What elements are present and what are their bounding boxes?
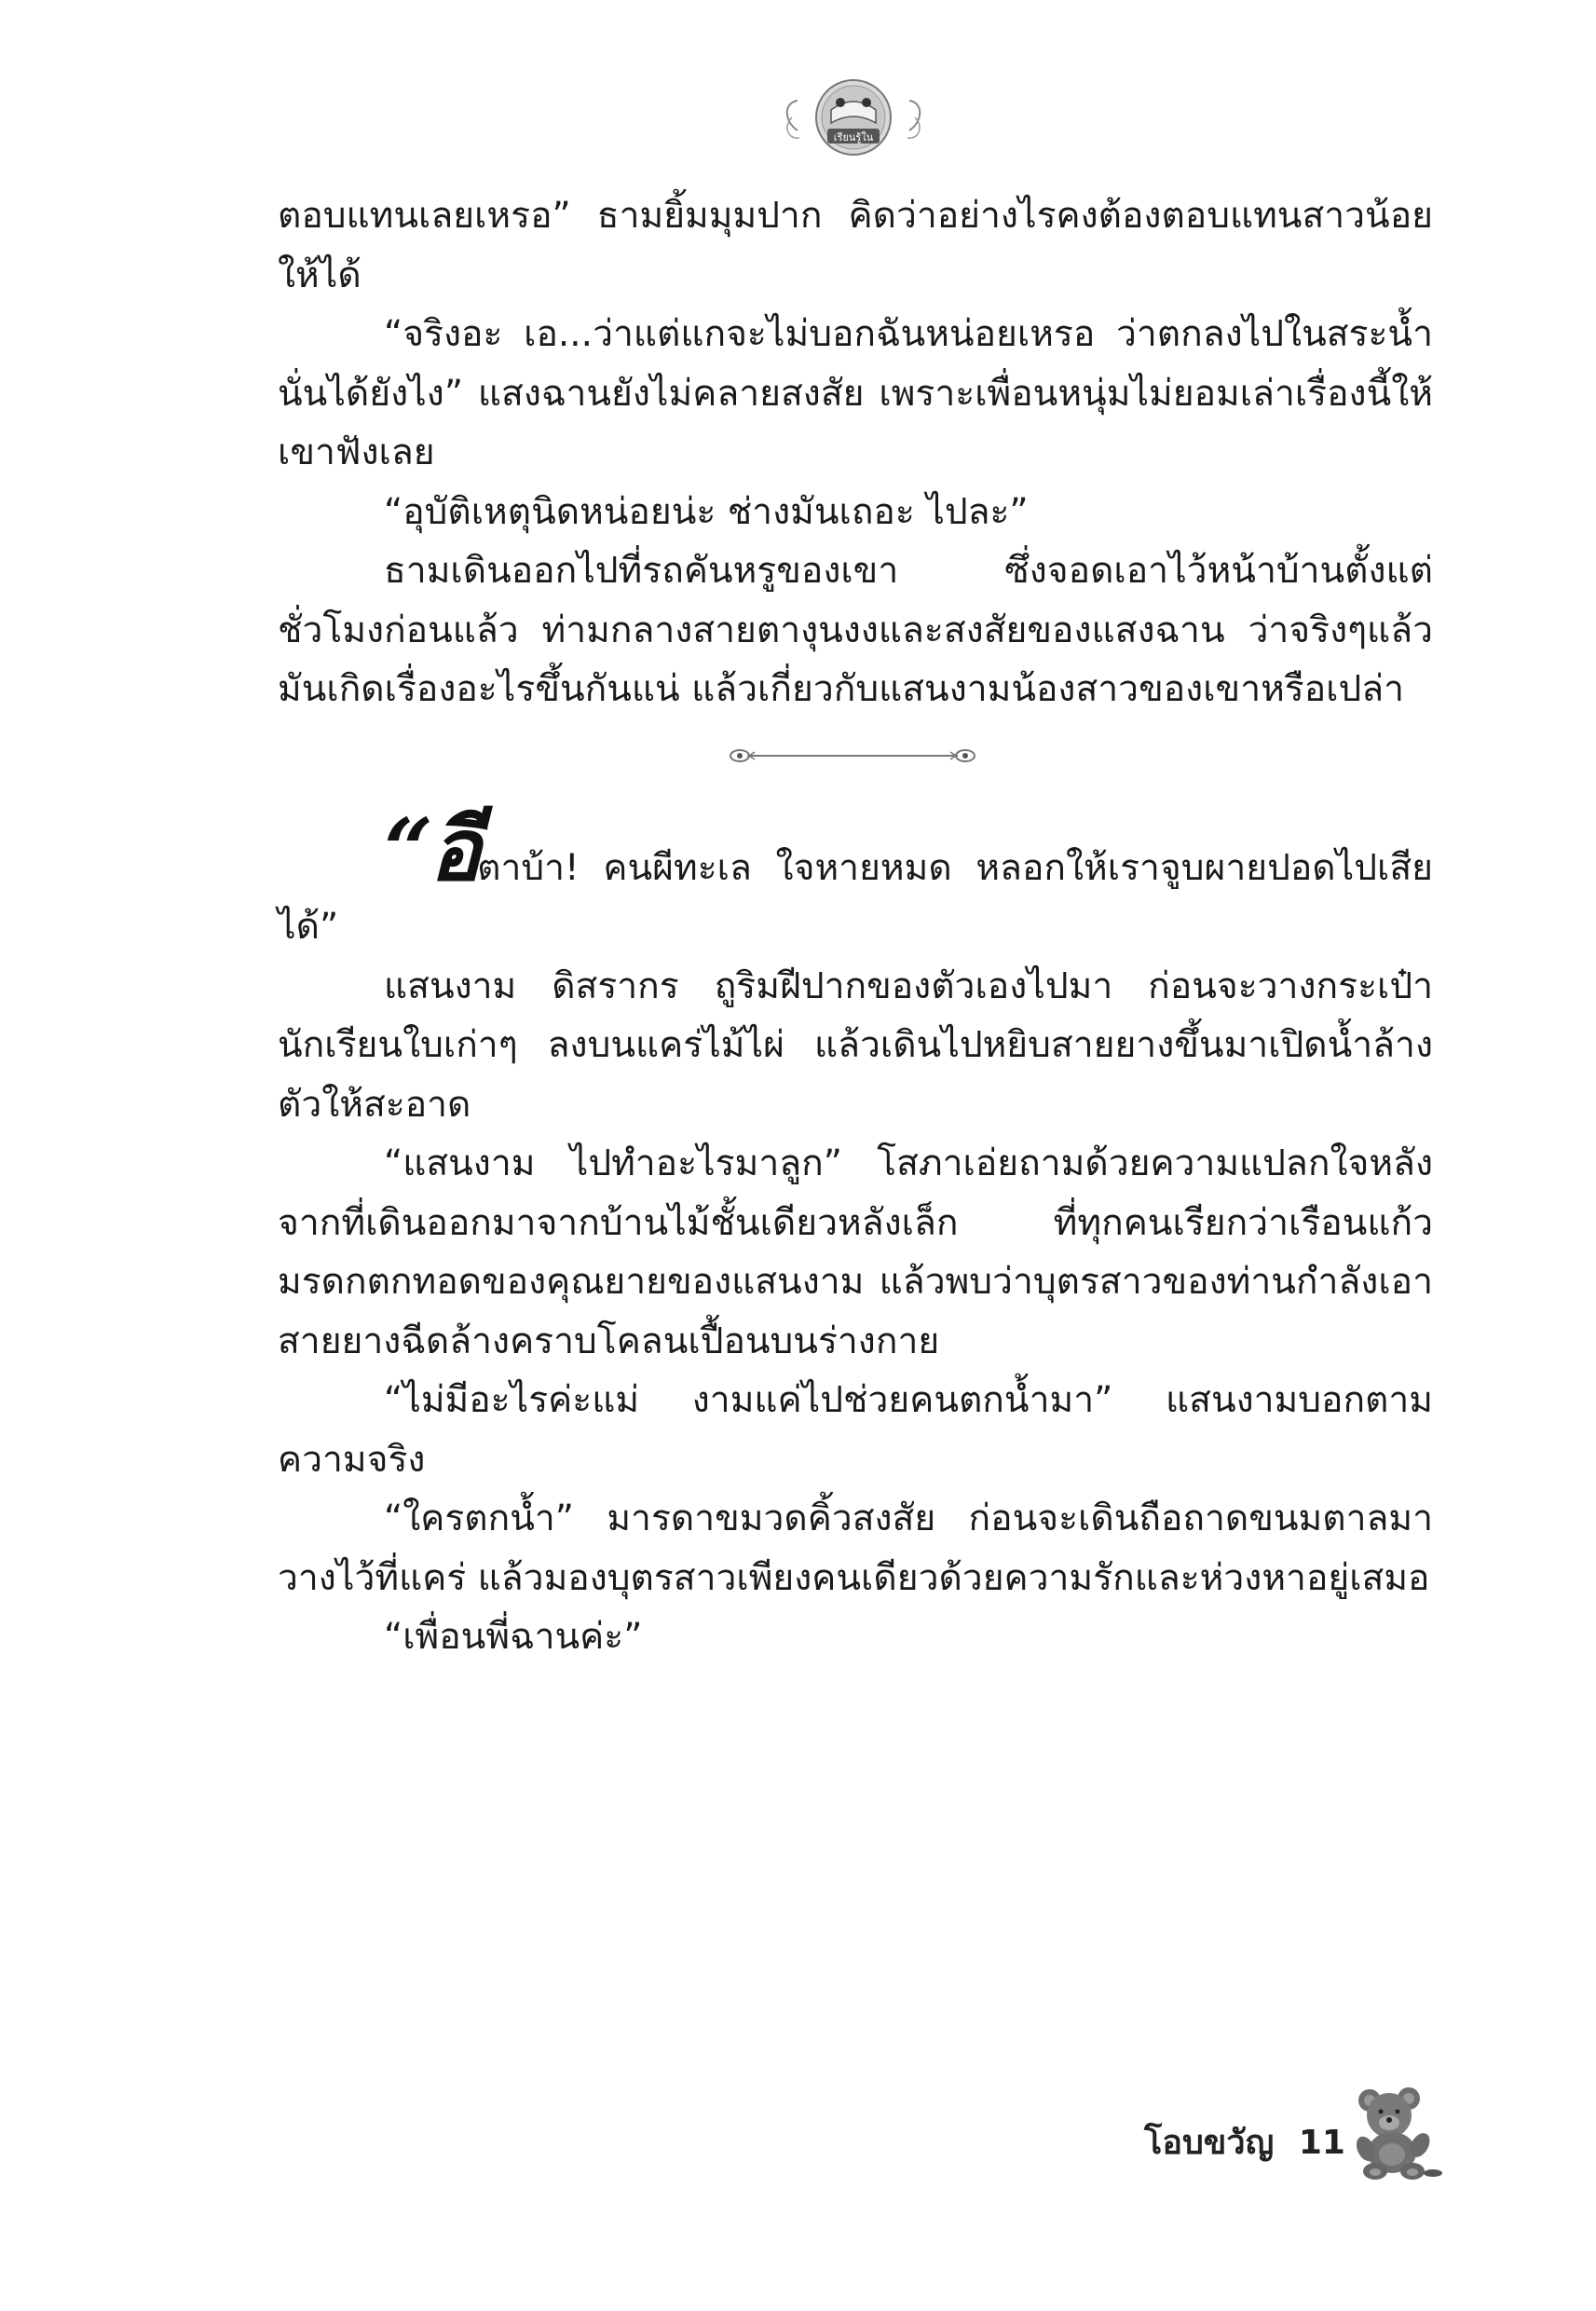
page-number: 11	[1298, 2124, 1345, 2162]
reading-book-emblem-icon	[779, 65, 928, 177]
page-footer	[1144, 2115, 1345, 2168]
opening-text: ตาบ้า! คนผีทะเล ใจหายหมด หลอกให้เราจูบผายปอดไปเสียได้”	[278, 846, 1433, 948]
paragraph: “อุบัติเหตุนิดหน่อยน่ะ ช่างมันเถอะ ไปละ”	[384, 490, 1029, 533]
paragraph: “ใครตกน้ำ” มารดาขมวดคิ้วสงสัย ก่อนจะเดินถือถาดขนมตาลมาวางไว้ที่แคร่ แล้วมองบุตรสาวเพียงคนเดียวด้วยความรักและห่วงหาอยู่เสมอ	[278, 1497, 1433, 1599]
ornament-divider-icon	[727, 742, 978, 770]
paragraph: ตอบแทนเลยเหรอ” ธามยิ้มมุมปาก คิดว่าอย่างไรคงต้องตอบแทนสาวน้อยให้ได้	[278, 195, 1433, 296]
paragraph: ธามเดินออกไปที่รถคันหรูของเขา ซึ่งจอดเอาไว้หน้าบ้านตั้งแต่ชั่วโมงก่อนแล้ว ท่ามกลางสายตางุนงงและสงสัยของแสงฉาน ว่าจริงๆแล้วมันเกิดเรื่องอะไรขึ้นกันแน่ แล้วเกี่ยวกับแสนงามน้องสาวของเขาหรือเปล่า	[278, 550, 1433, 710]
section-divider	[278, 719, 1433, 822]
paragraph: “จริงอะ เอ...ว่าแต่แกจะไม่บอกฉันหน่อยเหรอ ว่าตกลงไปในสระน้ำนั่นได้ยังไง” แสงฉานยังไม่คลายสงสัย เพราะเพื่อนหนุ่มไม่ยอมเล่าเรื่องนี้ให้เขาฟังเลย	[278, 313, 1433, 473]
page-body	[278, 186, 1433, 1667]
paragraph: “ไม่มีอะไรค่ะแม่ งามแค่ไปช่วยคนตกน้ำมา” แสนงามบอกตามความจริง	[278, 1379, 1433, 1481]
logo-text: เรียนรู้ใน	[833, 131, 874, 144]
book-title: โอบขวัญ	[1144, 2124, 1275, 2162]
paragraph: “เพื่อนพี่ฉานค่ะ”	[384, 1616, 643, 1658]
teddy-bear-icon	[1342, 2080, 1444, 2182]
drop-cap: “อี	[384, 799, 478, 900]
paragraph: แสนงาม ดิสรากร ถูริมฝีปากของตัวเองไปมา ก่อนจะวางกระเป๋านักเรียนใบเก่าๆ ลงบนแคร่ไม้ไผ่ แล้วเดินไปหยิบสายยางขึ้นมาเปิดน้ำล้างตัวให้สะอาด	[278, 964, 1433, 1126]
section-opening-paragraph	[278, 799, 1433, 957]
paragraph: “แสนงาม ไปทำอะไรมาลูก” โสภาเอ่ยถามด้วยความแปลกใจหลังจากที่เดินออกมาจากบ้านไม้ชั้นเดียวหลังเล็ก ที่ทุกคนเรียกว่าเรือนแก้ว มรดกตกทอดของคุณยายของแสนงาม แล้วพบว่าบุตรสาวของท่านกำลังเอาสายยางฉีดล้างคราบโคลนเปื้อนบนร่างกาย	[278, 1142, 1433, 1362]
